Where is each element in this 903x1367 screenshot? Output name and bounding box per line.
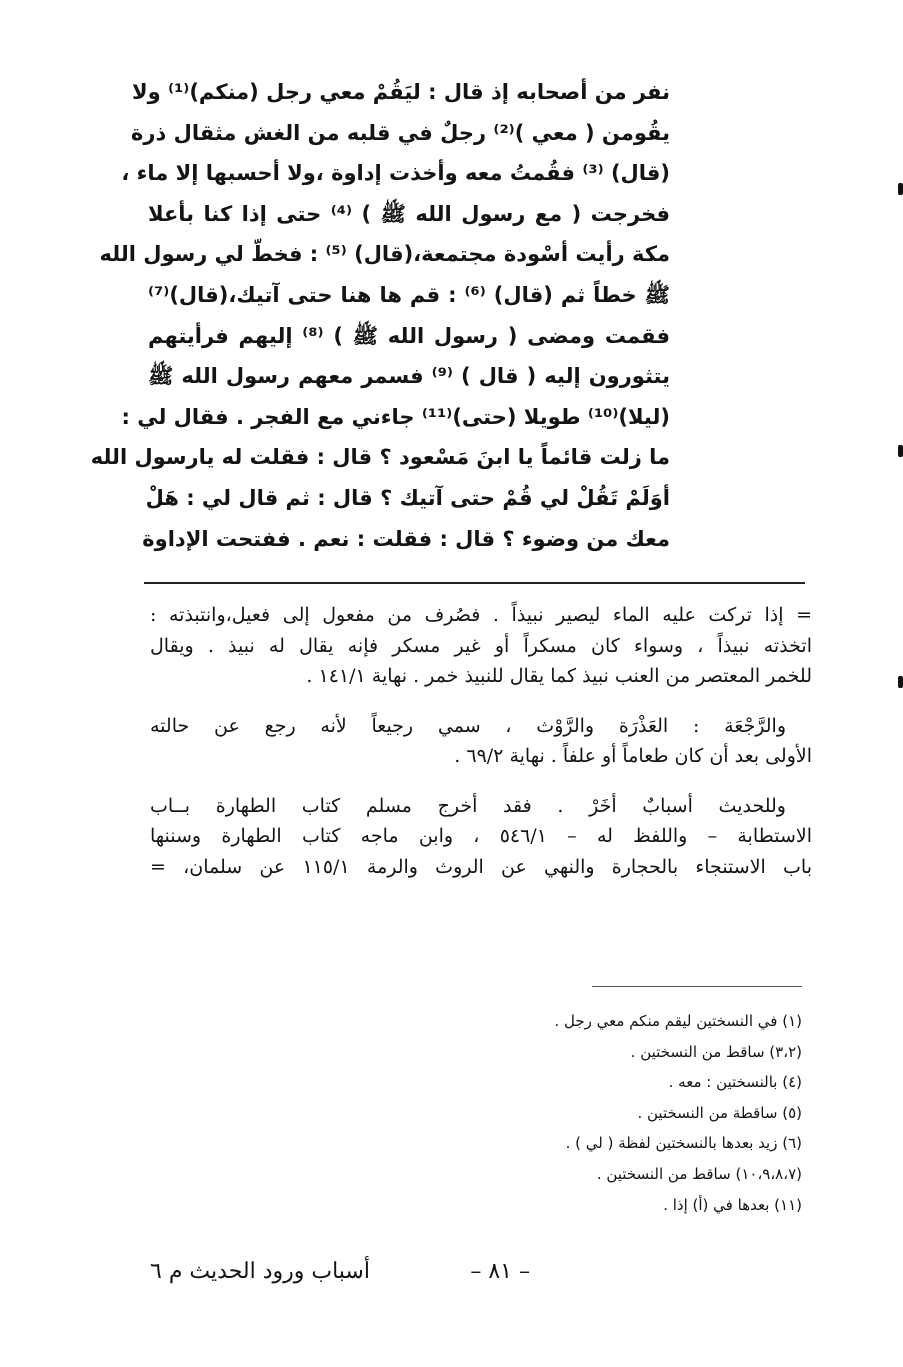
footnote-item: (١) في النسختين ليقم منكم معي رجل . xyxy=(554,1012,802,1030)
commentary-line: باب الاستنجاء بالحجارة والنهي عن الروث والرمة ١١٥/١ عن سلمان، = xyxy=(150,855,812,878)
main-text-line: فقمت ومضى ( رسول الله ﷺ ) ⁽⁸⁾ إليهم فرأيتهم xyxy=(148,323,670,348)
main-text-line: فخرجت ( مع رسول الله ﷺ ) ⁽⁴⁾ حتى إذا كنا بأعلا xyxy=(148,201,670,226)
main-text-line: نفر من أصحابه إذ قال : ليَقُمْ معي رجل (منكم)⁽¹⁾ ولا xyxy=(132,80,670,104)
commentary-notes xyxy=(150,600,812,882)
commentary-line: الأولى بعد أن كان طعاماً أو علفاً . نهاية ٦٩/٢ . xyxy=(454,745,812,767)
footnote-item: (٤) بالنسختين : معه . xyxy=(668,1073,802,1092)
commentary-paragraph xyxy=(150,711,812,772)
footnote-item: (١٠،٩،٨،٧) ساقط من النسختين . xyxy=(596,1164,802,1183)
margin-mark xyxy=(898,183,903,195)
footnote-separator xyxy=(592,986,802,987)
main-text-line: ما زلت قائماً يا ابنَ مَسْعود ؟ قال : فقلت له يارسول الله xyxy=(90,445,670,470)
commentary-line: للخمر المعتصر من العنب نبيذ كما يقال للنبيذ خمر . نهاية ١٤١/١ . xyxy=(306,665,812,687)
main-text-line: ﷺ خطاً ثم (قال) ⁽⁶⁾ : قم ها هنا حتى آتيك،(قال)⁽⁷⁾ xyxy=(148,282,670,307)
page-footer xyxy=(150,1252,530,1292)
paragraph-gap xyxy=(150,772,812,791)
commentary-line: = إذا تركت عليه الماء ليصير نبيذاً . فصُرف من مفعول إلى فعيل،وانتبذته : xyxy=(150,604,812,626)
footnote-item: (٣،٢) ساقط من النسختين . xyxy=(630,1042,802,1061)
commentary-line: والرَّجْعَة : العَذْرَة والرَّوْث ، سمي رجيعاً لأنه رجع عن حالته xyxy=(150,714,786,737)
main-text-line: مكة رأيت أسْودة مجتمعة،(قال) ⁽⁵⁾ : فخطّ لي رسول الله xyxy=(99,242,670,267)
commentary-line: الاستطابة – واللفظ له – ٥٤٦/١ ، وابن ماجه كتاب الطهارة وسننها xyxy=(150,825,812,847)
page-number: – ٨١ – xyxy=(470,1259,530,1284)
margin-mark xyxy=(898,445,903,457)
main-text-line: (ليلا)⁽¹⁰⁾ طويلا (حتى)⁽¹¹⁾ جاءني مع الفجر . فقال لي : xyxy=(121,404,670,429)
footnotes-list xyxy=(420,1006,802,1220)
main-text-line: (قال) ⁽³⁾ فقُمتُ معه وأخذت إداوة ،ولا أحسبها إلا ماء ، xyxy=(121,161,670,186)
paragraph-gap xyxy=(150,692,812,711)
footnote-item: (١١) بعدها في (أ) إذا . xyxy=(663,1195,802,1214)
commentary-paragraph xyxy=(150,600,812,692)
commentary-paragraph xyxy=(150,791,812,883)
footnote-item: (٥) ساقطة من النسختين . xyxy=(637,1103,802,1122)
running-title: أسباب ورود الحديث م ٦ xyxy=(150,1259,370,1284)
main-text-line: أوَلَمْ تَقُلْ لي قُمْ حتى آتيك ؟ قال : ثم قال لي : هَلْ xyxy=(145,485,670,510)
hadith-main-text xyxy=(90,72,670,559)
main-text-line: معك من وضوء ؟ قال : فقلت : نعم . ففتحت الإداوة xyxy=(142,526,670,551)
margin-mark xyxy=(898,676,903,688)
main-text-line: يتثورون إليه ( قال ) ⁽⁹⁾ فسمر معهم رسول الله ﷺ xyxy=(148,364,670,389)
footnote-item: (٦) زيد بعدها بالنسختين لفظة ( لي ) . xyxy=(565,1134,802,1153)
main-text-line: يقُومن ( معي )⁽²⁾ رجلٌ في قلبه من الغش مثقال ذرة xyxy=(131,120,670,145)
commentary-line: وللحديث أسبابٌ أخَرْ . فقد أخرج مسلم كتاب الطهارة بــاب xyxy=(150,794,786,817)
commentary-line: اتخذته نبيذاً ، وسواء كان مسكراً أو غير مسكر فإنه يقال له نبيذ . ويقال xyxy=(150,634,812,657)
section-divider xyxy=(144,582,805,584)
